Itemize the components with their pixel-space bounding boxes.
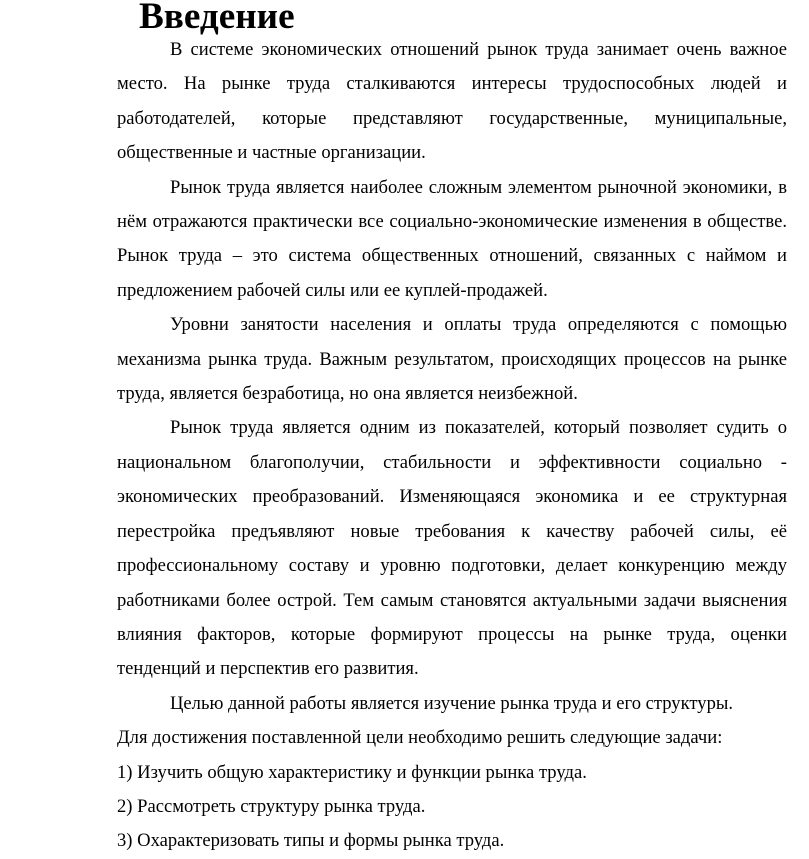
- task-item-3: 3) Охарактеризовать типы и формы рынка труда.: [117, 830, 505, 852]
- paragraph-1: В системе экономических отношений рынок труда занимает очень важное место. На рынке труда сталкиваются интересы трудоспособных людей и работодателей, которые представляют государственные, муниципальные, общественные и частные организации.: [117, 39, 787, 164]
- tasks-intro: Для достижения поставленной цели необходимо решить следующие задачи:: [117, 727, 723, 749]
- document-page: [117, 0, 787, 859]
- paragraph-4: Рынок труда является одним из показателей, который позволяет судить о национальном благополучии, стабильности и эффективности социально - экономических преобразований. Изменяющаяся экономика и ее структурная перестройка предъявляют новые требования к качеству рабочей силы, её профессиональному составу и уровню подготовки, делает конкуренцию между работниками более острой. Тем самым становятся актуальными задачи выяснения влияния факторов, которые формируют процессы на рынке труда, оценки тенденций и перспектив его развития.: [117, 417, 787, 680]
- paragraph-2: Рынок труда является наиболее сложным элементом рыночной экономики, в нём отражаются практически все социально-экономические изменения в обществе. Рынок труда – это система общественных отношений, связанных с наймом и предложением рабочей силы или ее куплей-продажей.: [117, 176, 787, 301]
- task-item-2: 2) Рассмотреть структуру рынка труда.: [117, 795, 426, 817]
- paragraph-5: Целью данной работы является изучение рынка труда и его структуры.: [170, 692, 734, 714]
- tasks-list: [117, 756, 787, 859]
- task-item-1: 1) Изучить общую характеристику и функции рынка труда.: [117, 761, 587, 783]
- paragraph-3: Уровни занятости населения и оплаты труда определяются с помощью механизма рынка труда. Важным результатом, происходящих процессов на рынке труда, является безработица, но она является неизбежной.: [117, 314, 787, 405]
- section-heading: Введение: [139, 0, 295, 37]
